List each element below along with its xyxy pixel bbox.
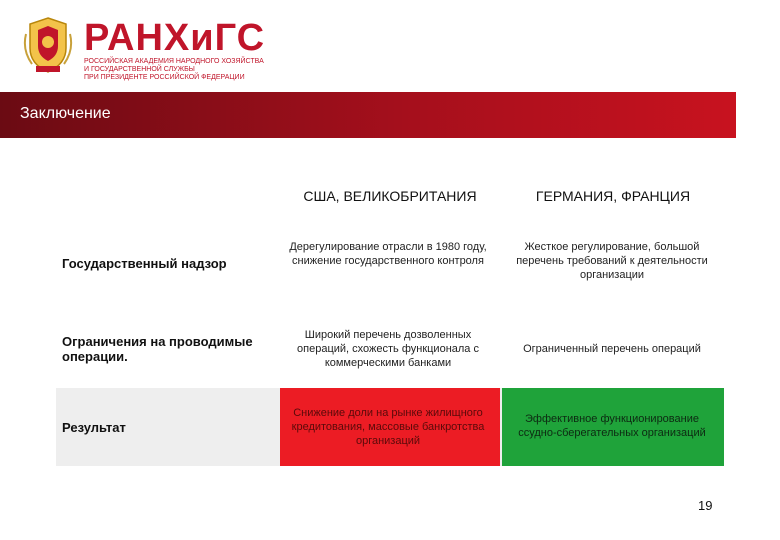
table-row <box>56 316 724 384</box>
brand-sub-line: ПРИ ПРЕЗИДЕНТЕ РОССИЙСКОЙ ФЕДЕРАЦИИ <box>84 74 245 81</box>
page-number: 19 <box>698 498 713 513</box>
emblem-icon <box>22 14 74 76</box>
cell-us: Дерегулирование отрасли в 1980 году, снижение государственного контроля <box>289 241 487 267</box>
cell-de: Жесткое регулирование, большой перечень требований к деятельности организации <box>516 241 708 281</box>
column-header-germany-france: ГЕРМАНИЯ, ФРАНЦИЯ <box>535 188 691 204</box>
column-header-us-uk: США, ВЕЛИКОБРИТАНИЯ <box>303 188 477 204</box>
logo <box>22 14 266 84</box>
table-row <box>56 388 724 466</box>
row-label: Результат <box>62 420 126 435</box>
cell-de: Ограниченный перечень операций <box>523 343 701 355</box>
cell-us: Снижение доли на рынке жилищного кредитования, массовые банкротства организаций <box>291 407 485 447</box>
table-row <box>56 232 724 294</box>
row-label: Государственный надзор <box>62 256 227 271</box>
title-banner <box>0 92 736 138</box>
brand-name: РАНХиГС <box>84 17 266 59</box>
row-label: Ограничения на проводимые операции. <box>62 334 253 364</box>
cell-us: Широкий перечень дозволенных операций, схожесть функционала с коммерческими банками <box>297 329 479 369</box>
brand-sub-line: РОССИЙСКАЯ АКАДЕМИЯ НАРОДНОГО ХОЗЯЙСТВА <box>84 58 264 65</box>
cell-de: Эффективное функционирование ссудно-сберегательных организаций <box>518 413 706 439</box>
slide-title: Заключение <box>20 105 111 122</box>
brand-subtitle <box>84 58 264 82</box>
brand-sub-line: И ГОСУДАРСТВЕННОЙ СЛУЖБЫ <box>84 66 195 73</box>
